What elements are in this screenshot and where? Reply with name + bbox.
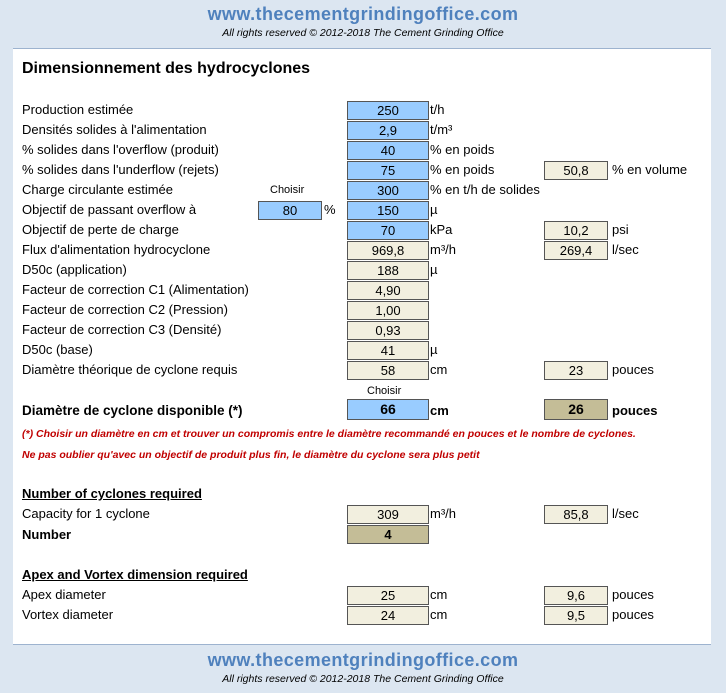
charge-label: Charge circulante estimée: [22, 182, 174, 197]
header-banner: [0, 4, 726, 39]
c1-value: 4,90: [347, 281, 429, 300]
note-finer-product: Ne pas oublier qu'avec un objectif de produit plus fin, le diamètre du cyclone sera plus petit: [22, 449, 480, 461]
capacity-lsec-value: 85,8: [544, 505, 608, 524]
underflow-label: % solides dans l'underflow (rejets): [22, 162, 219, 177]
d50c-app-label: D50c (application): [22, 262, 127, 277]
production-unit: t/h: [430, 102, 445, 117]
charge-choose-label: Choisir: [270, 184, 305, 196]
c2-value: 1,00: [347, 301, 429, 320]
cyclones-heading: Number of cyclones required: [22, 486, 202, 501]
d50c-app-value: 188: [347, 261, 429, 280]
calculation-panel: [13, 48, 711, 645]
underflow-unit: % en poids: [430, 162, 495, 177]
number-value: 4: [347, 525, 429, 544]
perte-psi-unit: psi: [612, 222, 629, 237]
flux-unit: m³/h: [430, 242, 456, 257]
flux-value: 969,8: [347, 241, 429, 260]
vortex-label: Vortex diameter: [22, 607, 114, 622]
capacity-lsec-unit: l/sec: [612, 506, 639, 521]
flux-lsec-value: 269,4: [544, 241, 608, 260]
c3-value: 0,93: [347, 321, 429, 340]
charge-input[interactable]: 300: [347, 181, 429, 200]
underflow-volume-unit: % en volume: [612, 162, 688, 177]
densite-unit: t/m³: [430, 122, 453, 137]
flux-label: Flux d'alimentation hydrocyclone: [22, 242, 211, 257]
diam-theo-value: 58: [347, 361, 429, 380]
perte-psi-value: 10,2: [544, 221, 608, 240]
flux-lsec-unit: l/sec: [612, 242, 639, 257]
d50c-base-label: D50c (base): [22, 342, 93, 357]
diam-dispo-label: Diamètre de cyclone disponible (*): [22, 403, 243, 418]
objectif-percent-input[interactable]: 80: [258, 201, 322, 220]
vortex-inch-value: 9,5: [544, 606, 608, 625]
vortex-inch-unit: pouces: [612, 607, 654, 622]
footer-banner: [0, 650, 726, 685]
diam-theo-label: Diamètre théorique de cyclone requis: [22, 362, 238, 377]
perte-label: Objectif de perte de charge: [22, 222, 179, 237]
perte-input[interactable]: 70: [347, 221, 429, 240]
header-rights: All rights reserved © 2012-2018 The Cement Grinding Office: [222, 27, 504, 39]
d50c-base-unit: µ: [430, 342, 438, 357]
page-title: Dimensionnement des hydrocyclones: [22, 60, 311, 77]
diam-theo-inch-value: 23: [544, 361, 608, 380]
c3-label: Facteur de correction C3 (Densité): [22, 322, 222, 337]
overflow-unit: % en poids: [430, 142, 495, 157]
d50c-app-unit: µ: [430, 262, 438, 277]
c1-label: Facteur de correction C1 (Alimentation): [22, 282, 249, 297]
apex-inch-value: 9,6: [544, 586, 608, 605]
c2-label: Facteur de correction C2 (Pression): [22, 302, 228, 317]
diam-dispo-inch-unit: pouces: [612, 403, 658, 418]
charge-unit: % en t/h de solides: [430, 182, 540, 197]
diam-dispo-inch-value: 26: [544, 399, 608, 420]
underflow-volume-value: 50,8: [544, 161, 608, 180]
diam-theo-unit: cm: [430, 362, 448, 377]
vortex-unit: cm: [430, 607, 448, 622]
diam-theo-inch-unit: pouces: [612, 362, 654, 377]
apex-heading: Apex and Vortex dimension required: [22, 567, 248, 582]
capacity-label: Capacity for 1 cyclone: [22, 506, 150, 521]
note-compromise: (*) Choisir un diamètre en cm et trouver un compromis entre le diamètre recommandé en pouces et le nombre de cyclones.: [22, 428, 636, 440]
vortex-value: 24: [347, 606, 429, 625]
footer-site-link[interactable]: www.thecementgrindingoffice.com: [207, 650, 519, 670]
diam-dispo-input[interactable]: 66: [347, 399, 429, 420]
apex-inch-unit: pouces: [612, 587, 654, 602]
densite-label: Densités solides à l'alimentation: [22, 122, 207, 137]
d50c-base-value: 41: [347, 341, 429, 360]
apex-label: Apex diameter: [22, 587, 106, 602]
overflow-label: % solides dans l'overflow (produit): [22, 142, 219, 157]
objectif-label: Objectif de passant overflow à: [22, 202, 197, 217]
capacity-unit: m³/h: [430, 506, 456, 521]
diam-dispo-choose-label: Choisir: [367, 385, 402, 397]
diam-dispo-unit: cm: [430, 403, 449, 418]
capacity-value: 309: [347, 505, 429, 524]
perte-unit: kPa: [430, 222, 453, 237]
underflow-input[interactable]: 75: [347, 161, 429, 180]
number-label: Number: [22, 527, 72, 542]
apex-value: 25: [347, 586, 429, 605]
objectif-input[interactable]: 150: [347, 201, 429, 220]
overflow-input[interactable]: 40: [347, 141, 429, 160]
objectif-percent-unit: %: [324, 202, 336, 217]
production-label: Production estimée: [22, 102, 134, 117]
footer-rights: All rights reserved © 2012-2018 The Cement Grinding Office: [222, 673, 504, 685]
production-input[interactable]: 250: [347, 101, 429, 120]
objectif-unit: µ: [430, 202, 438, 217]
densite-input[interactable]: 2,9: [347, 121, 429, 140]
apex-unit: cm: [430, 587, 448, 602]
header-site-link[interactable]: www.thecementgrindingoffice.com: [207, 4, 519, 24]
